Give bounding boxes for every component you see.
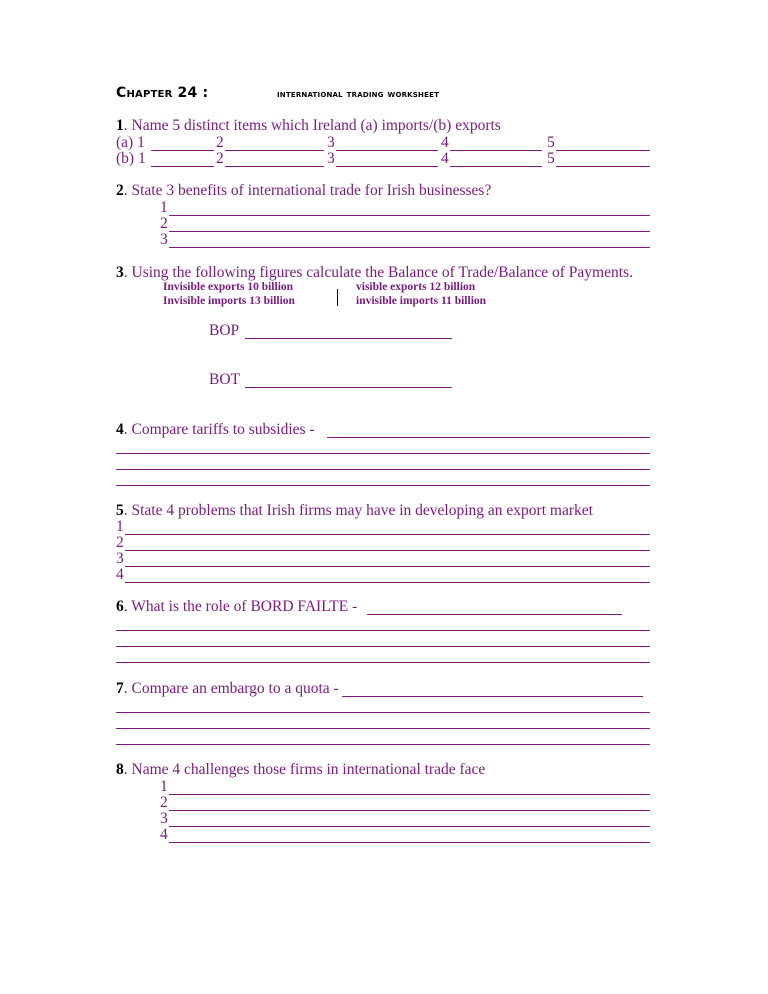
item-number: 4 [441, 134, 449, 151]
answer-blank[interactable] [450, 166, 542, 167]
question-text: . What is the role of BORD FAILTE - [123, 598, 358, 615]
answer-line[interactable] [116, 662, 650, 663]
question-6 [116, 598, 357, 616]
item-number: 2 [160, 794, 168, 811]
answer-blank[interactable] [151, 166, 214, 167]
item-number: 2 [216, 134, 224, 151]
bot-label: BOT [209, 371, 240, 388]
question-number: 2 [116, 182, 124, 199]
item-number: 2 [216, 150, 224, 167]
item-number: 2 [116, 534, 124, 551]
answer-line[interactable] [125, 550, 650, 551]
item-number: 3 [327, 150, 335, 167]
item-number: 3 [160, 810, 168, 827]
question-text: . Compare tariffs to subsidies - [123, 421, 315, 438]
figure-invisible-imports-2: invisible imports 11 billion [356, 295, 487, 307]
answer-line[interactable] [169, 247, 650, 248]
answer-blank[interactable] [336, 150, 438, 151]
answer-line[interactable] [125, 582, 650, 583]
answer-blank[interactable] [556, 166, 650, 167]
question-text: . Compare an embargo to a quota - [123, 680, 339, 697]
answer-blank[interactable] [225, 150, 324, 151]
bop-answer-line[interactable] [245, 338, 452, 339]
answer-line[interactable] [169, 842, 650, 843]
question-2 [116, 182, 491, 200]
answer-line[interactable] [125, 534, 650, 535]
answer-line[interactable] [116, 712, 650, 713]
question-4 [116, 421, 315, 439]
item-number: 1 [137, 150, 146, 167]
question-text: . State 4 problems that Irish firms may have in developing an export market [123, 502, 593, 519]
answer-blank[interactable] [336, 166, 438, 167]
item-number: 1 [160, 778, 168, 795]
bop-label: BOP [209, 322, 240, 339]
answer-line[interactable] [169, 810, 650, 811]
answer-line[interactable] [116, 469, 650, 470]
figure-invisible-imports: Invisible imports 13 billion [163, 295, 295, 307]
answer-line[interactable] [116, 728, 650, 729]
figure-invisible-exports: Invisible exports 10 billion [163, 281, 294, 293]
item-number: 3 [116, 550, 124, 567]
question-text: . Name 5 distinct items which Ireland (a) imports/(b) exports [123, 117, 501, 134]
item-number: 1 [137, 134, 145, 151]
question-text: . Using the following figures calculate the Balance of Trade/Balance of Payments. [123, 264, 633, 281]
answer-line[interactable] [169, 231, 650, 232]
answer-line[interactable] [327, 437, 650, 438]
answer-line[interactable] [116, 453, 650, 454]
answer-line[interactable] [116, 485, 650, 486]
item-number: 3 [160, 231, 168, 248]
answer-blank[interactable] [450, 150, 542, 151]
question-number: 4 [116, 421, 124, 438]
answer-row-b-label [116, 150, 146, 168]
question-number: 5 [116, 502, 124, 519]
answer-line[interactable] [342, 696, 643, 697]
item-number: 1 [160, 199, 168, 216]
answer-line[interactable] [169, 215, 650, 216]
item-number: 4 [160, 826, 168, 843]
question-1 [116, 117, 501, 135]
row-label: (a) [116, 134, 138, 151]
worksheet-title: international trading worksheet [277, 88, 440, 100]
bot-answer-line[interactable] [245, 387, 452, 388]
answer-blank[interactable] [151, 150, 214, 151]
figures-divider [337, 289, 338, 306]
question-8 [116, 761, 485, 779]
question-text: . State 3 benefits of international trade for Irish businesses? [123, 182, 492, 199]
question-number: 7 [116, 680, 124, 697]
item-number: 4 [116, 566, 124, 583]
question-7 [116, 680, 339, 698]
item-number: 2 [160, 215, 168, 232]
answer-line[interactable] [116, 630, 650, 631]
item-number: 5 [547, 150, 555, 167]
answer-blank[interactable] [225, 166, 324, 167]
question-text: . Name 4 challenges those firms in international trade face [123, 761, 486, 778]
question-number: 1 [116, 117, 124, 134]
answer-line[interactable] [116, 646, 650, 647]
item-number: 4 [441, 150, 449, 167]
question-number: 8 [116, 761, 124, 778]
chapter-heading: Chapter 24 : [116, 85, 209, 101]
answer-line[interactable] [367, 614, 622, 615]
item-number: 5 [547, 134, 555, 151]
question-number: 3 [116, 264, 124, 281]
row-label: (b) [116, 150, 138, 167]
answer-line[interactable] [125, 566, 650, 567]
question-number: 6 [116, 598, 124, 615]
item-number: 1 [116, 518, 124, 535]
item-number: 3 [327, 134, 335, 151]
answer-blank[interactable] [556, 150, 650, 151]
answer-line[interactable] [169, 794, 650, 795]
question-5 [116, 502, 593, 520]
figure-visible-exports: visible exports 12 billion [356, 281, 476, 293]
answer-line[interactable] [116, 744, 650, 745]
answer-line[interactable] [169, 826, 650, 827]
